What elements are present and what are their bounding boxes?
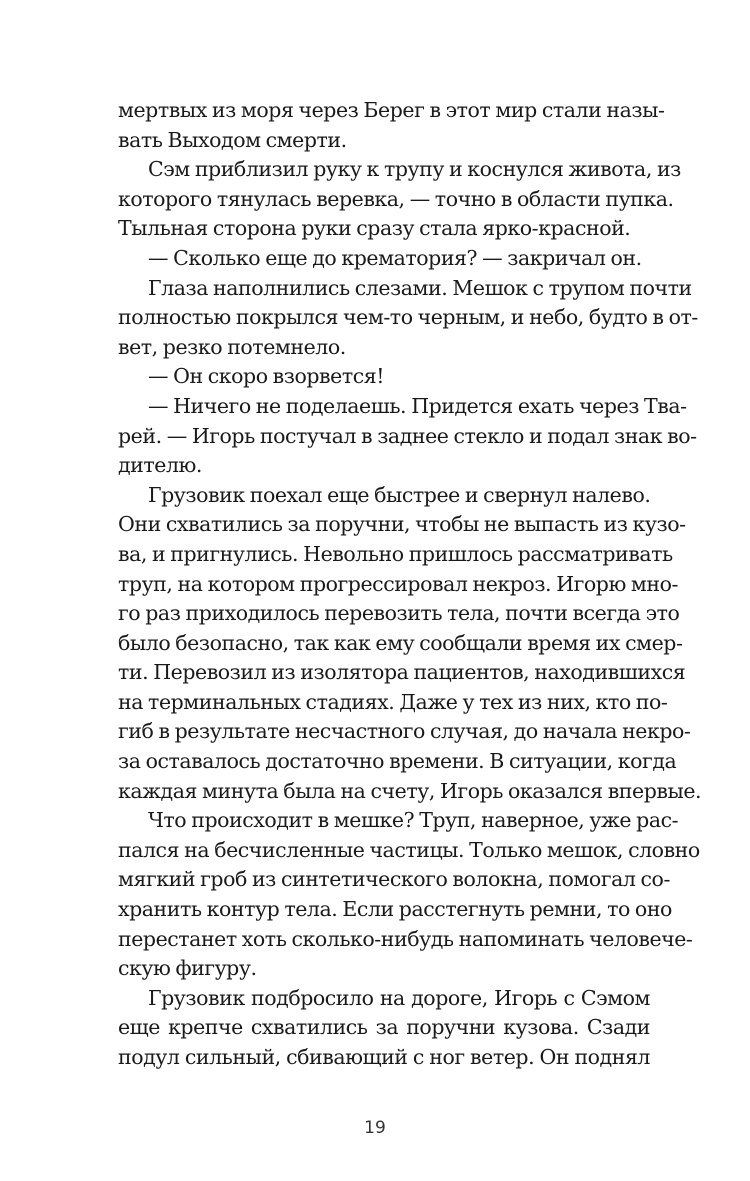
text-line: хранить контур тела. Если расстегнуть ремни, то оно [118, 897, 672, 922]
text-line: перестанет хоть сколько-нибудь напоминать человече- [118, 926, 693, 951]
text-line: Грузовик подбросило на дороге, Игорь с Сэмом [148, 985, 650, 1010]
text-line: Сэм приблизил руку к трупу и коснулся живота, из [148, 157, 681, 182]
text-line: — Он скоро взорвется! [148, 364, 385, 389]
text-line: Что происходит в мешке? Труп, наверное, уже рас- [148, 808, 679, 833]
text-line: Глаза наполнились слезами. Мешок с трупом почти [148, 275, 692, 300]
text-line: дителю. [118, 453, 202, 478]
text-line: вет, резко потемнело. [118, 334, 346, 359]
text-line: го раз приходилось перевозить тела, почти всегда это [118, 601, 680, 626]
text-line: было безопасно, так как ему сообщали время их смер- [118, 630, 683, 655]
text-line: Тыльная сторона руки сразу стала ярко-красной. [118, 216, 631, 241]
text-line: мертвых из моря через Берег в этот мир стали назы- [118, 98, 665, 122]
text-line: Они схватились за поручни, чтобы не выпасть из кузо- [118, 512, 686, 537]
text-line: мягкий гроб из синтетического волокна, помогал со- [118, 867, 670, 892]
text-line: на терминальных стадиях. Даже у тех из них, кто по- [118, 689, 668, 714]
text-line: рей. — Игорь постучал в заднее стекло и подал знак во- [118, 423, 697, 448]
text-line: пался на бесчисленные частицы. Только мешок, словно [118, 837, 700, 862]
text-line: ти. Перевозил из изолятора пациентов, находившихся [118, 660, 686, 685]
page-number: 19 [364, 1118, 386, 1138]
text-line: еще крепче схватились за поручни кузова. Сзади [118, 1015, 650, 1040]
text-line: труп, на котором прогрессировал некроз. Игорю мно- [118, 571, 679, 596]
body-text [118, 96, 702, 1073]
text-line: — Ничего не поделаешь. Придется ехать через Тва- [148, 393, 687, 418]
text-line: скую фигуру. [118, 956, 257, 981]
text-line: гиб в результате несчастного случая, до начала некро- [118, 719, 691, 744]
text-line: Грузовик поехал еще быстрее и свернул налево. [148, 482, 651, 507]
text-line: вать Выходом смерти. [118, 127, 347, 152]
text-line: подул сильный, сбивающий с ног ветер. Он поднял [118, 1045, 650, 1069]
text-line: которого тянулась веревка, — точно в области пупка. [118, 186, 674, 211]
text-line: за оставалось достаточно времени. В ситуации, когда [118, 749, 677, 774]
text-line: полностью покрылся чем-то черным, и небо, будто в от- [118, 305, 698, 330]
text-line: каждая минута была на счету, Игорь оказался впервые. [118, 778, 702, 803]
text-line: ва, и пригнулись. Невольно пришлось рассматривать [118, 541, 673, 566]
text-line: — Сколько еще до крематория? — закричал он. [148, 245, 642, 270]
